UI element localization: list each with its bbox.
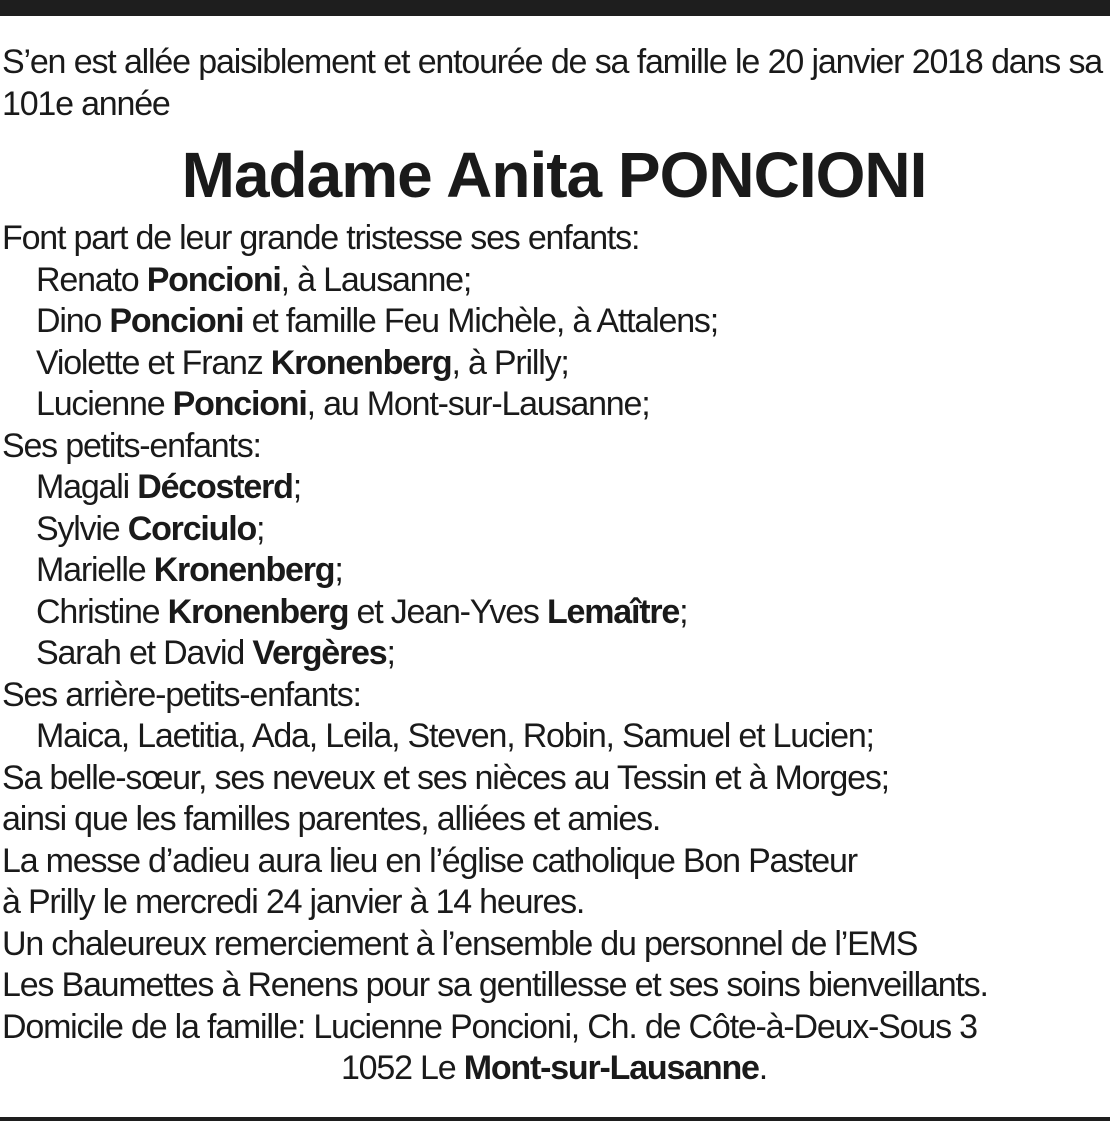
list-item: Marielle Kronenberg; <box>36 551 343 589</box>
children-heading: Font part de leur grande tristesse ses enfants: <box>2 219 640 257</box>
bottom-rule <box>0 1117 1110 1121</box>
list-item: Violette et Franz Kronenberg, à Prilly; <box>36 343 569 382</box>
intro-text: S’en est allée paisiblement et entourée de sa famille le 20 janvier 2018 dans sa 101e année <box>2 43 1102 123</box>
closing-line: Un chaleureux remerciement à l’ensemble du personnel de l’EMS <box>2 924 918 963</box>
list-item: Lucienne Poncioni, au Mont-sur-Lausanne; <box>36 385 650 423</box>
deceased-name: Madame Anita PONCIONI <box>181 139 927 211</box>
list-item: Sarah et David Vergères; <box>36 634 395 672</box>
list-item: Sylvie Corciulo; <box>36 509 265 548</box>
list-item: Renato Poncioni, à Lausanne; <box>36 260 472 299</box>
closing-line: Sa belle-sœur, ses neveux et ses nièces au Tessin et à Morges; <box>2 758 889 797</box>
closing-line: à Prilly le mercredi 24 janvier à 14 heures. <box>2 883 585 921</box>
list-item: Magali Décosterd; <box>36 468 301 506</box>
great-grandchildren-list: Maica, Laetitia, Ada, Leila, Steven, Robin, Samuel et Lucien; <box>36 717 874 755</box>
closing-line: Les Baumettes à Renens pour sa gentillesse et ses soins bienveillants. <box>2 966 988 1004</box>
children-section <box>2 218 1106 1090</box>
closing-line: La messe d’adieu aura lieu en l’église catholique Bon Pasteur <box>2 841 857 880</box>
family-address-city: 1052 Le Mont-sur-Lausanne. <box>340 1049 768 1087</box>
list-item: Dino Poncioni et famille Feu Michèle, à Attalens; <box>36 302 718 340</box>
obituary-notice <box>2 42 1106 1090</box>
top-rule <box>0 0 1110 16</box>
great-grandchildren-heading: Ses arrière-petits-enfants: <box>2 675 361 714</box>
list-item: Christine Kronenberg et Jean-Yves Lemaître; <box>36 592 688 631</box>
family-address-line: Domicile de la famille: Lucienne Poncioni, Ch. de Côte-à-Deux-Sous 3 <box>2 1007 977 1046</box>
grandchildren-heading: Ses petits-enfants: <box>2 426 261 465</box>
closing-line: ainsi que les familles parentes, alliées et amies. <box>2 800 661 838</box>
